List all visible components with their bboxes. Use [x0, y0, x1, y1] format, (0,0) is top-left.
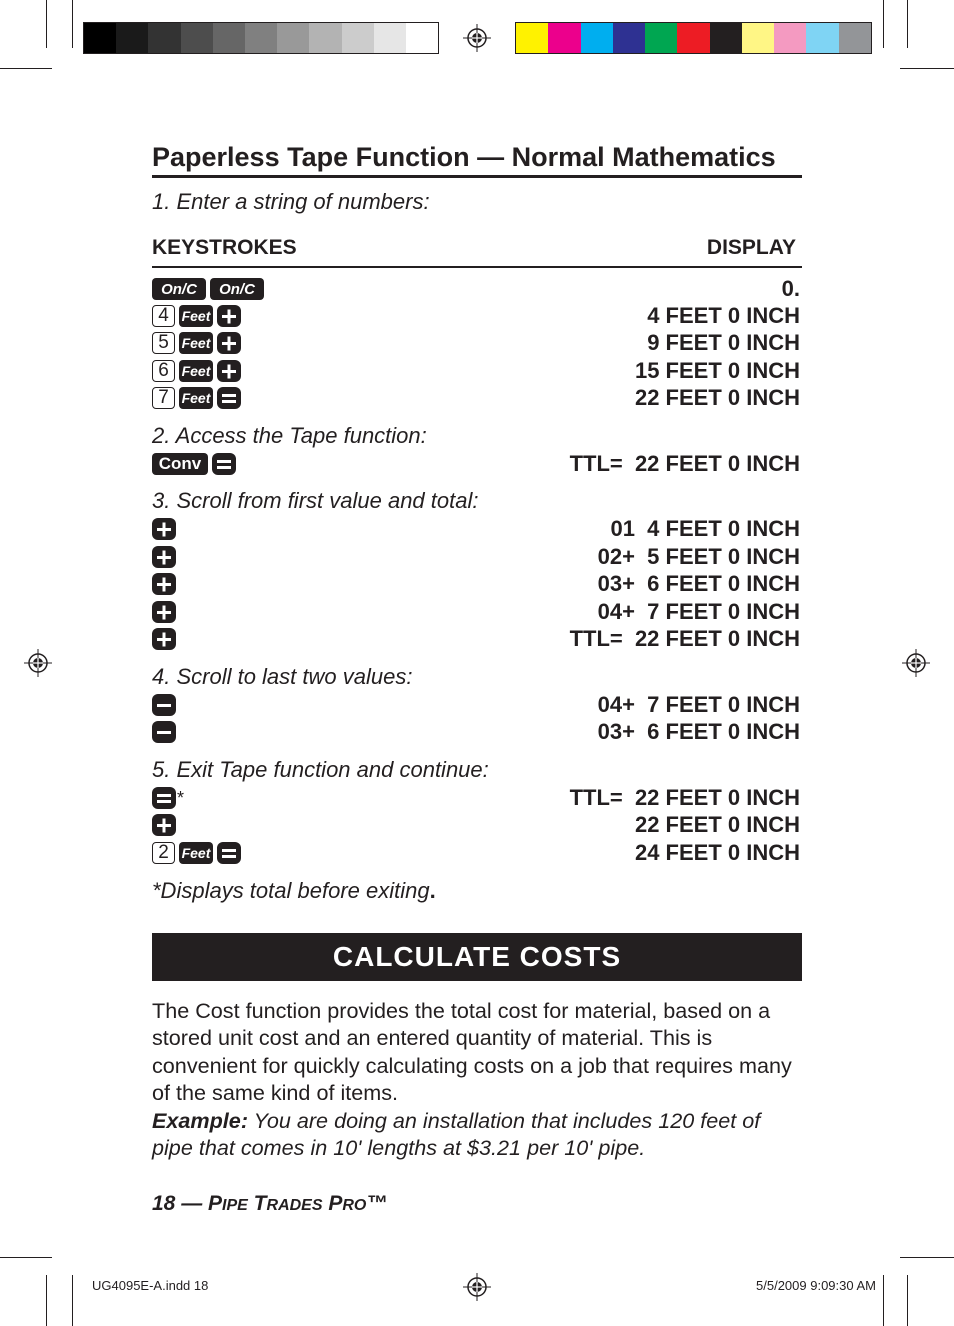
step-5-label: 5. Exit Tape function and continue: — [152, 757, 489, 782]
display-value: TTL= 22 FEET 0 INCH — [569, 626, 800, 651]
trademark: ™ — [366, 1192, 388, 1215]
table-header — [152, 236, 802, 268]
keystroke-row — [152, 516, 802, 542]
plus-key-icon — [152, 814, 176, 836]
keystroke-row — [152, 358, 802, 384]
keystroke-row — [152, 785, 802, 811]
keystroke-row — [152, 276, 802, 302]
asterisk-note: * — [177, 787, 185, 808]
display-value: 22 FEET 0 INCH — [634, 385, 800, 410]
gray-swatch — [245, 23, 277, 53]
footer-text: IPE — [222, 1197, 248, 1214]
crop-mark — [46, 1275, 47, 1326]
keystroke-row — [152, 303, 802, 329]
plus-key-icon — [217, 332, 241, 354]
gray-swatch — [406, 23, 438, 53]
keystroke-row — [152, 544, 802, 570]
gray-swatch — [116, 23, 148, 53]
display-value: 04+ 7 FEET 0 INCH — [597, 599, 800, 624]
process-color-bar — [515, 22, 872, 54]
date-slug: 5/5/2009 9:09:30 AM — [756, 1278, 876, 1293]
example-label: Example: — [152, 1107, 249, 1133]
crop-mark — [72, 0, 73, 48]
keystroke-row — [152, 451, 802, 477]
display-value: 03+ 6 FEET 0 INCH — [597, 719, 800, 744]
keystroke-row — [152, 626, 802, 652]
color-swatch — [677, 23, 709, 53]
footer-text: P — [208, 1192, 223, 1215]
keystroke-row — [152, 599, 802, 625]
equals-key-icon — [217, 387, 241, 409]
keystroke-row — [152, 571, 802, 597]
crop-mark — [907, 1275, 908, 1326]
gray-swatch — [84, 23, 116, 53]
display-value: 01 4 FEET 0 INCH — [610, 516, 800, 541]
feet-key: Feet — [179, 360, 213, 382]
plus-key-icon — [152, 546, 176, 568]
crop-mark — [900, 1257, 954, 1258]
crop-mark — [0, 1257, 52, 1258]
gray-swatch — [213, 23, 245, 53]
body-paragraph — [152, 997, 807, 1161]
step-3-label: 3. Scroll from first value and total: — [152, 488, 479, 513]
keystroke-row — [152, 840, 802, 866]
registration-mark-icon — [902, 649, 930, 677]
on-c-key: On/C — [152, 278, 206, 300]
page-footer — [152, 1192, 387, 1216]
keystroke-row — [152, 330, 802, 356]
step-2-label: 2. Access the Tape function: — [152, 423, 427, 448]
display-header: DISPLAY — [706, 236, 796, 259]
on-c-key: On/C — [210, 278, 264, 300]
section-banner: CALCULATE COSTS — [152, 933, 802, 981]
display-value: 22 FEET 0 INCH — [634, 812, 800, 837]
example-text: You are doing an installation that includes 120 feet of pipe that comes in 10' lengths at $3.21 per 10' pipe. — [152, 1107, 761, 1161]
crop-mark — [46, 0, 47, 48]
display-value: 04+ 7 FEET 0 INCH — [597, 692, 800, 717]
display-value: TTL= 22 FEET 0 INCH — [569, 785, 800, 810]
color-swatch — [774, 23, 806, 53]
crop-mark — [883, 0, 884, 48]
feet-key: Feet — [179, 305, 213, 327]
plus-key-icon — [217, 305, 241, 327]
color-swatch — [839, 23, 871, 53]
gray-swatch — [374, 23, 406, 53]
paragraph-text: The Cost function provides the total cost for material, based on a stored unit cost and an entered quantity of material. This is convenient for quickly calculating costs on a job that requires many of the same kind of items. — [152, 998, 792, 1106]
display-value: 15 FEET 0 INCH — [634, 358, 800, 383]
registration-mark-icon — [463, 24, 491, 52]
footnote-text: *Displays total before exiting — [152, 878, 430, 903]
digit-key: 7 — [152, 387, 175, 409]
crop-mark — [883, 1275, 884, 1326]
plus-key-icon — [152, 601, 176, 623]
color-swatch — [710, 23, 742, 53]
footer-text: P — [322, 1192, 343, 1215]
display-value: 0. — [781, 276, 800, 301]
gray-swatch — [181, 23, 213, 53]
color-swatch — [581, 23, 613, 53]
crop-mark — [907, 0, 908, 48]
display-value: 4 FEET 0 INCH — [647, 303, 800, 328]
crop-mark — [72, 1275, 73, 1326]
gray-swatch — [148, 23, 180, 53]
minus-key-icon — [152, 694, 176, 716]
gray-swatch — [309, 23, 341, 53]
display-value: 9 FEET 0 INCH — [647, 330, 800, 355]
minus-key-icon — [152, 721, 176, 743]
digit-key: 5 — [152, 332, 175, 354]
keystroke-row — [152, 385, 802, 411]
footer-text: T — [247, 1192, 267, 1215]
keystroke-row — [152, 692, 802, 718]
feet-key: Feet — [179, 387, 213, 409]
footer-text: RO — [342, 1197, 367, 1214]
plus-key-icon — [152, 518, 176, 540]
color-swatch — [516, 23, 548, 53]
conv-key: Conv — [152, 453, 208, 475]
registration-mark-icon — [463, 1273, 491, 1301]
feet-key: Feet — [179, 842, 213, 864]
plus-key-icon — [217, 360, 241, 382]
plus-key-icon — [152, 573, 176, 595]
crop-mark — [900, 68, 954, 69]
page-number: 18 — — [152, 1192, 209, 1215]
color-swatch — [548, 23, 580, 53]
feet-key: Feet — [179, 332, 213, 354]
digit-key: 4 — [152, 305, 175, 327]
crop-mark — [0, 68, 52, 69]
display-value: 03+ 6 FEET 0 INCH — [597, 571, 800, 596]
display-value: 02+ 5 FEET 0 INCH — [597, 544, 800, 569]
footer-text: RADES — [266, 1197, 323, 1214]
equals-key-icon — [217, 842, 241, 864]
digit-key: 2 — [152, 842, 175, 864]
plus-key-icon — [152, 628, 176, 650]
keystroke-row — [152, 812, 802, 838]
color-swatch — [613, 23, 645, 53]
equals-key-icon — [152, 787, 176, 809]
grayscale-bar — [83, 22, 439, 54]
keystrokes-header: KEYSTROKES — [152, 236, 297, 259]
registration-mark-icon — [24, 649, 52, 677]
step-1-label: 1. Enter a string of numbers: — [152, 189, 430, 214]
page-title: Paperless Tape Function — Normal Mathematics — [152, 142, 802, 178]
display-value: 24 FEET 0 INCH — [634, 840, 800, 865]
gray-swatch — [342, 23, 374, 53]
footnote-period: . — [429, 878, 436, 903]
display-value: TTL= 22 FEET 0 INCH — [569, 451, 800, 476]
equals-key-icon — [212, 453, 236, 475]
keystroke-row — [152, 719, 802, 745]
color-swatch — [806, 23, 838, 53]
step-4-label: 4. Scroll to last two values: — [152, 664, 413, 689]
file-slug: UG4095E-A.indd 18 — [92, 1278, 209, 1293]
footnote — [152, 878, 436, 904]
gray-swatch — [277, 23, 309, 53]
color-swatch — [742, 23, 774, 53]
digit-key: 6 — [152, 360, 175, 382]
color-swatch — [645, 23, 677, 53]
